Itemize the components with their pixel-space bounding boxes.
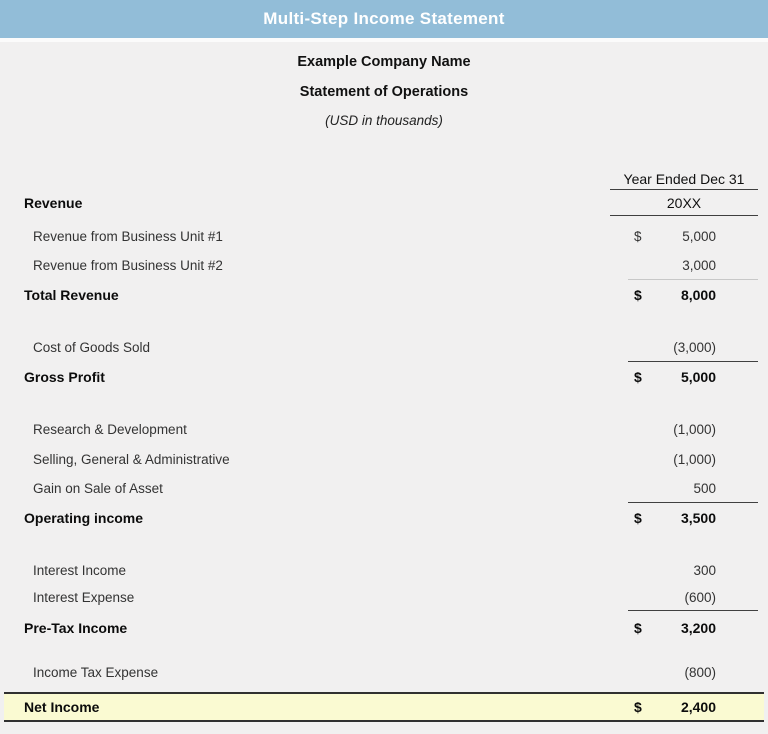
amount: 3,200	[680, 619, 716, 636]
row-interest-expense	[0, 584, 768, 611]
row-label: Pre-Tax Income	[24, 619, 128, 636]
title-bar	[0, 0, 768, 38]
units-note: (USD in thousands)	[325, 113, 443, 128]
row-value	[628, 474, 758, 503]
amount: (1,000)	[673, 422, 716, 437]
currency-symbol: $	[634, 368, 642, 385]
year-header: 20XX	[610, 190, 758, 216]
amount: (600)	[684, 589, 716, 605]
row-value	[628, 584, 758, 611]
row-value	[628, 362, 758, 391]
row-value	[628, 222, 758, 251]
row-spacer	[0, 532, 768, 556]
currency-symbol: $	[634, 699, 642, 715]
document-header	[0, 42, 768, 129]
row-value	[628, 280, 758, 309]
row-interest-income	[0, 556, 768, 584]
row-value	[628, 694, 758, 720]
row-label: Income Tax Expense	[33, 665, 159, 680]
period-header-row	[0, 168, 768, 190]
row-label: Revenue from Business Unit #1	[33, 229, 223, 244]
amount: 3,500	[680, 509, 716, 526]
row-spacer	[0, 391, 768, 415]
amount: 2,400	[680, 699, 716, 715]
amount: (1,000)	[673, 451, 716, 467]
row-label: Operating income	[24, 509, 144, 526]
section-label: Revenue	[24, 195, 83, 211]
row-label: Research & Development	[33, 422, 187, 437]
amount: 300	[693, 562, 716, 578]
row-value	[628, 611, 758, 644]
row-value	[628, 444, 758, 474]
row-value	[628, 503, 758, 532]
currency-symbol: $	[634, 229, 642, 244]
row-cost-of-goods-sold	[0, 333, 768, 362]
amount: 3,000	[682, 257, 716, 273]
row-spacer	[0, 644, 768, 658]
row-label: Net Income	[24, 699, 100, 715]
revenue-section-row	[0, 190, 768, 216]
row-value	[628, 251, 758, 280]
row-revenue-from-business-unit-2	[0, 251, 768, 280]
row-label: Revenue from Business Unit #2	[33, 258, 223, 273]
amount: 8,000	[680, 286, 716, 303]
row-label: Total Revenue	[24, 286, 119, 303]
row-total-revenue	[0, 280, 768, 309]
amount: 5,000	[680, 368, 716, 385]
amount: (3,000)	[673, 339, 716, 355]
statement-rows	[0, 222, 768, 722]
row-label: Gross Profit	[24, 368, 105, 385]
amount: 500	[693, 480, 716, 496]
row-label: Selling, General & Administrative	[33, 451, 230, 467]
row-value	[628, 333, 758, 362]
row-income-tax-expense	[0, 658, 768, 687]
row-operating-income	[0, 503, 768, 532]
row-label: Gain on Sale of Asset	[33, 481, 163, 496]
row-net-income	[4, 692, 764, 722]
amount: (800)	[684, 665, 716, 680]
row-label: Interest Income	[33, 562, 127, 578]
page-title: Multi-Step Income Statement	[263, 9, 505, 28]
currency-symbol: $	[634, 286, 642, 303]
row-gross-profit	[0, 362, 768, 391]
row-gain-on-sale-of-asset	[0, 474, 768, 503]
row-spacer	[0, 309, 768, 333]
currency-symbol: $	[634, 509, 642, 526]
row-label: Interest Expense	[33, 590, 135, 605]
row-label: Cost of Goods Sold	[33, 340, 151, 355]
period-header: Year Ended Dec 31	[610, 171, 758, 190]
row-revenue-from-business-unit-1	[0, 222, 768, 251]
row-research-development	[0, 415, 768, 444]
row-pre-tax-income	[0, 611, 768, 644]
currency-symbol: $	[634, 619, 642, 636]
company-name: Example Company Name	[297, 54, 471, 70]
statement-table	[0, 168, 768, 722]
amount: 5,000	[682, 229, 716, 244]
row-value	[628, 556, 758, 584]
row-value	[628, 658, 758, 687]
statement-subtitle: Statement of Operations	[299, 84, 469, 100]
row-value	[628, 415, 758, 444]
row-selling-general-administrative	[0, 444, 768, 474]
